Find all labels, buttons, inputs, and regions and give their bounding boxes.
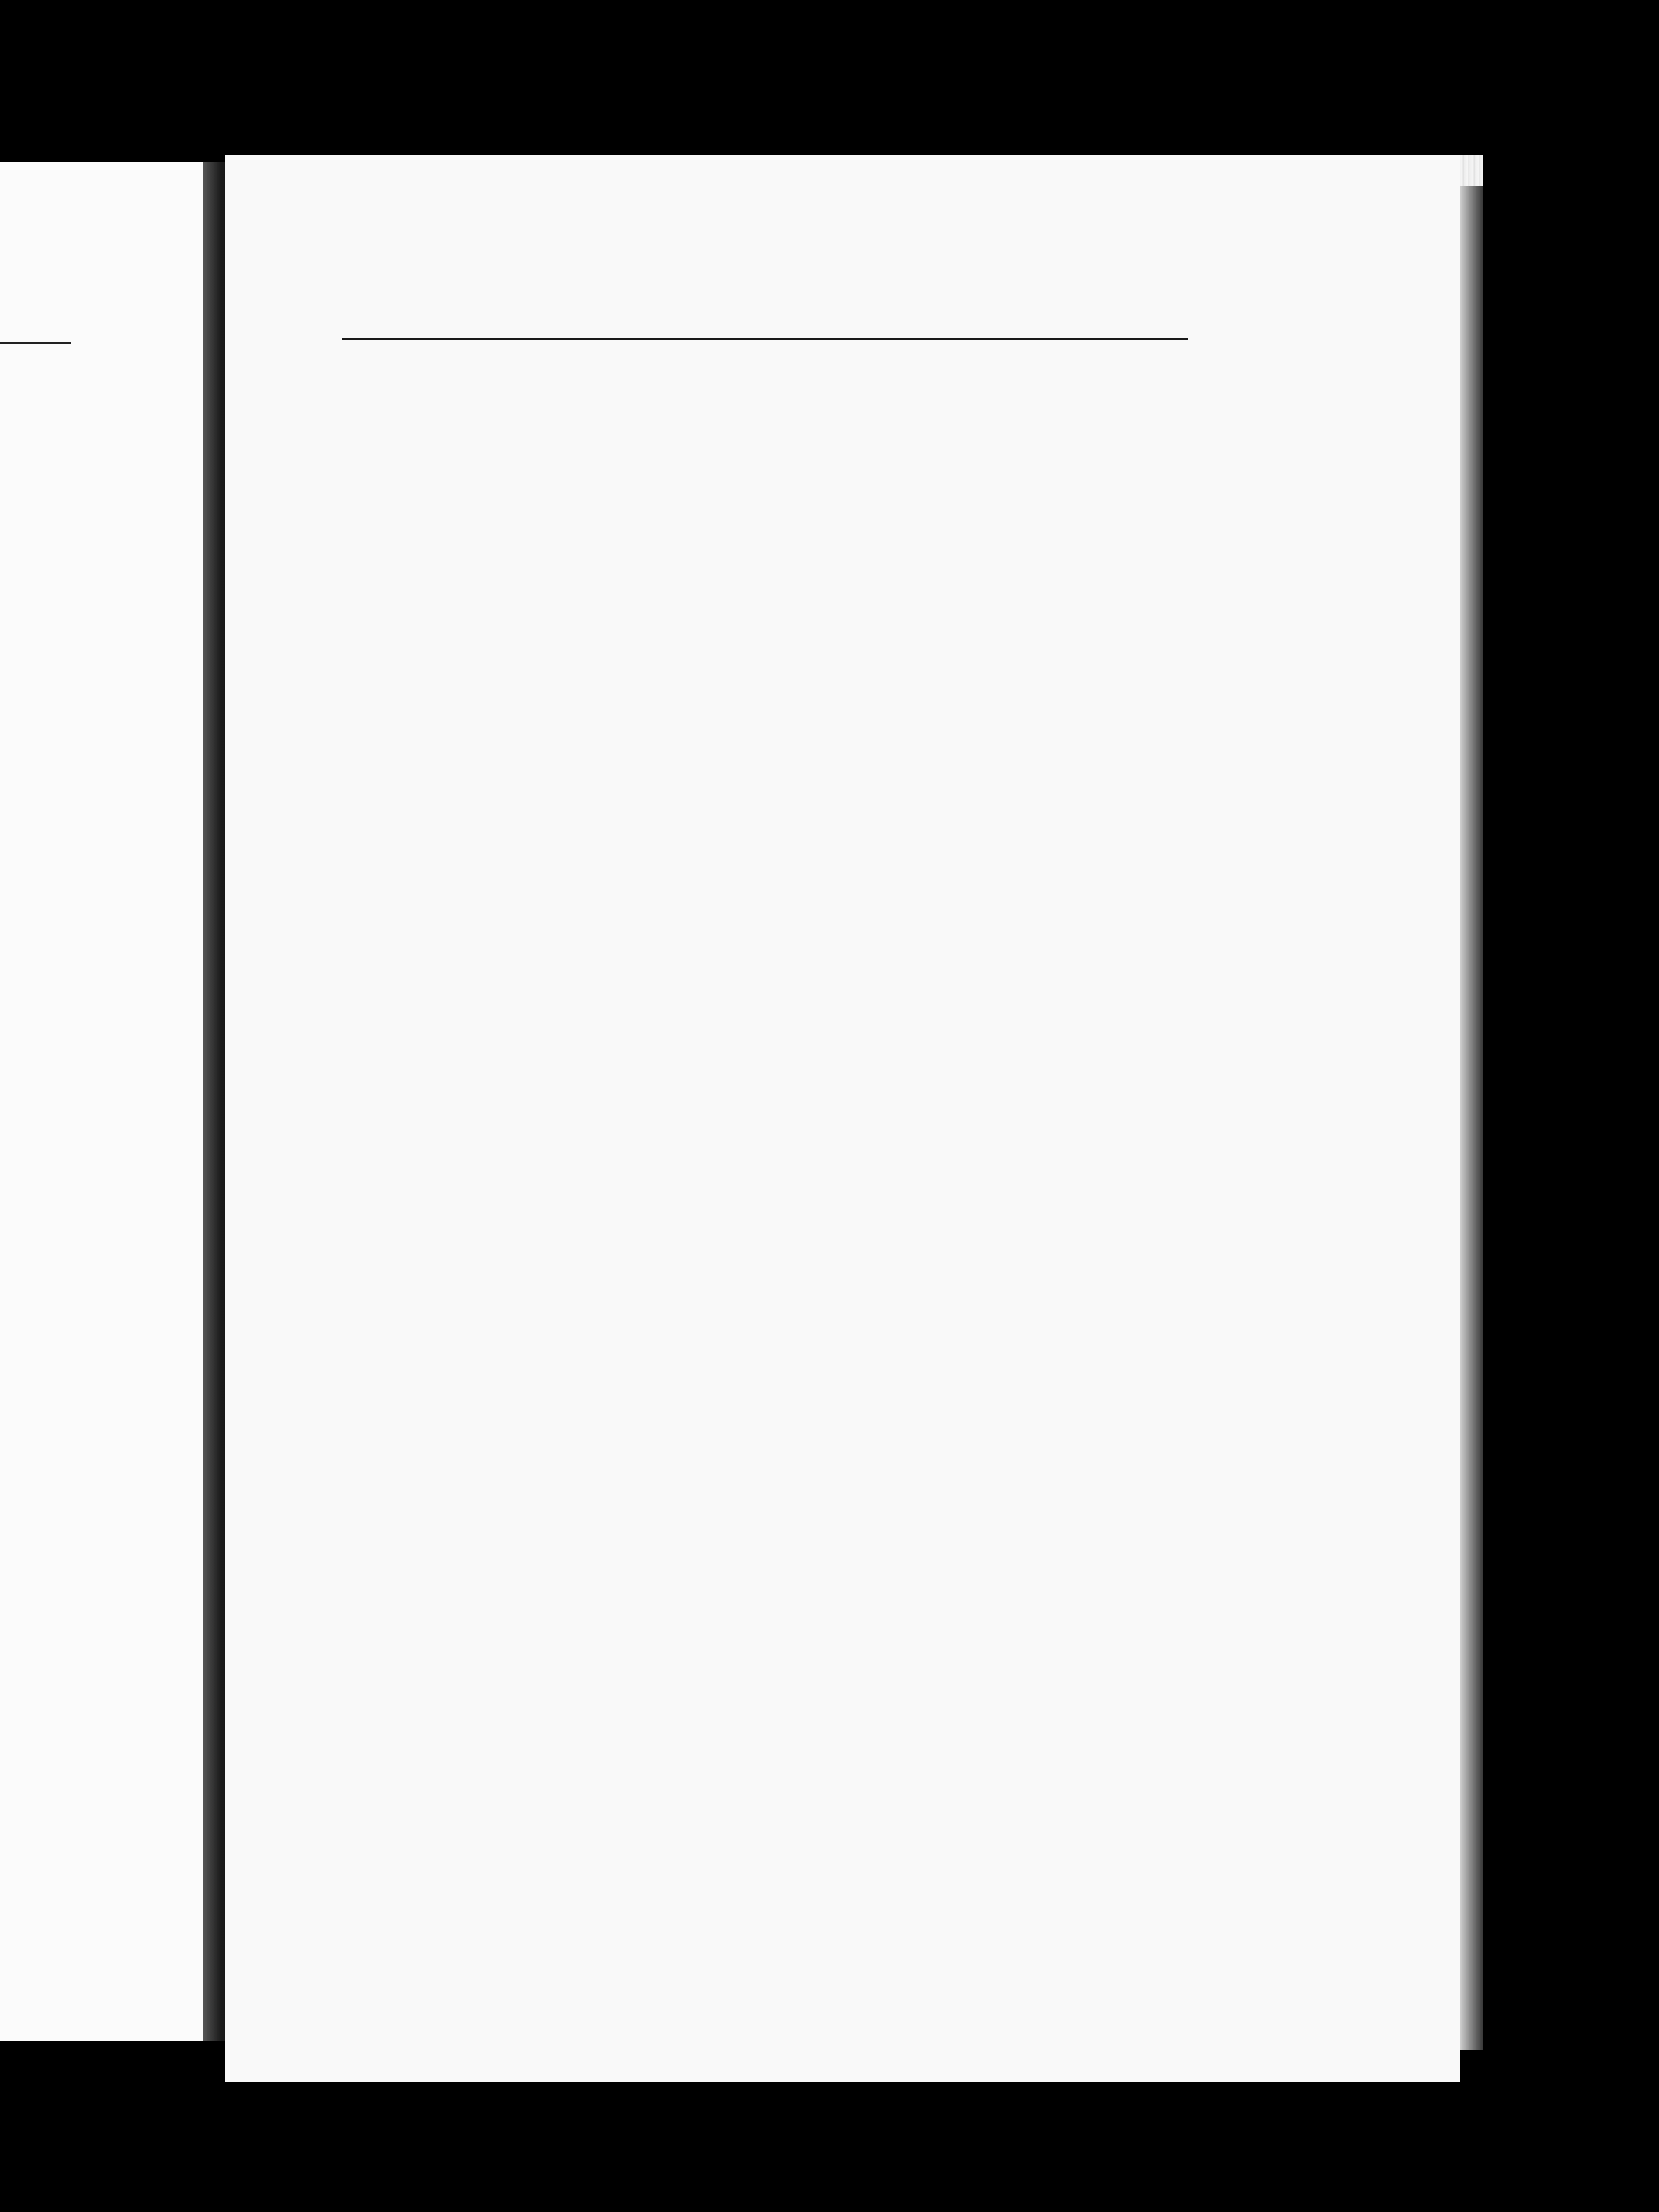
- page-edges-shadow: [1460, 186, 1483, 2050]
- left-page-rule: [0, 342, 71, 344]
- signature-block: [340, 354, 1201, 505]
- signature-row-1: [340, 354, 1201, 391]
- signature-row-3: [340, 430, 1201, 467]
- signature-row-4: [340, 467, 1201, 504]
- left-facing-page: [0, 162, 211, 2041]
- signature-row-2: [340, 391, 1201, 429]
- body-text: [340, 354, 1201, 511]
- page-header: [342, 283, 1196, 322]
- header-rule: [342, 338, 1188, 340]
